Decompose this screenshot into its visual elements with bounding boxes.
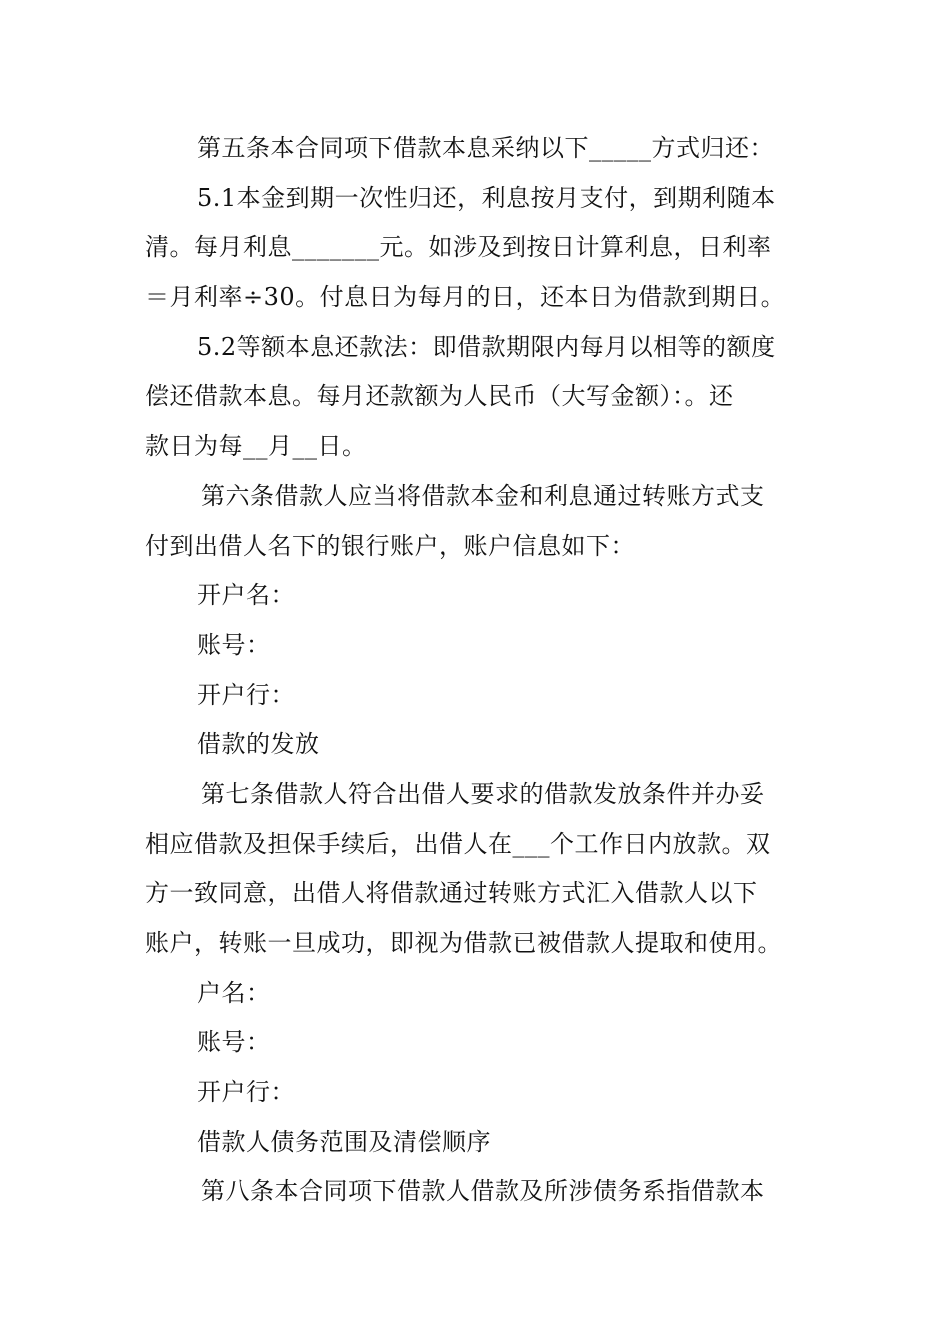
clause-5-1-line-2: 清。每月利息_______元。如涉及到按日计算利息，日利率: [145, 233, 772, 262]
clause-5-1-line-1: 5.1本金到期一次性归还，利息按月支付，到期利随本: [197, 183, 776, 212]
clause-5-2-line-3: 款日为每__月__日。: [145, 432, 367, 461]
article-5-heading: 第五条本合同项下借款本息采纳以下_____方式归还：: [197, 134, 774, 162]
clause-5-2-line-2: 偿还借款本息。每月还款额为人民币（大写金额）：。还: [145, 382, 734, 411]
document-body: [145, 124, 810, 1217]
lender-account-number: 账号：: [197, 630, 271, 659]
article-7-line-2: 相应借款及担保手续后，出借人在___个工作日内放款。双: [145, 829, 771, 858]
article-7-line-4: 账户，转账一旦成功，即视为借款已被借款人提取和使用。: [145, 929, 782, 957]
clause-5-1-line-3: ＝月利率÷30。付息日为每月的日，还本日为借款到期日。: [145, 283, 786, 312]
clause-5-2-line-1: 5.2等额本息还款法：即借款期限内每月以相等的额度: [197, 332, 776, 361]
section-heading-disbursement: 借款的发放: [197, 730, 320, 759]
article-6-line-2: 付到出借人名下的银行账户，账户信息如下：: [145, 531, 635, 560]
borrower-account-number: 账号：: [197, 1028, 271, 1057]
article-6-line-1: 第六条借款人应当将借款本金和利息通过转账方式支: [201, 481, 765, 510]
article-7-line-3: 方一致同意，出借人将借款通过转账方式汇入借款人以下: [145, 879, 758, 908]
article-7-line-1: 第七条借款人符合出借人要求的借款发放条件并办妥: [201, 779, 765, 808]
lender-account-bank: 开户行：: [197, 680, 295, 709]
lender-account-name: 开户名：: [197, 581, 295, 610]
article-8-line-1: 第八条本合同项下借款人借款及所涉债务系指借款本: [201, 1177, 765, 1206]
borrower-account-name: 户名：: [197, 978, 271, 1007]
section-heading-debt-scope: 借款人债务范围及清偿顺序: [197, 1127, 491, 1156]
borrower-account-bank: 开户行：: [197, 1078, 295, 1107]
